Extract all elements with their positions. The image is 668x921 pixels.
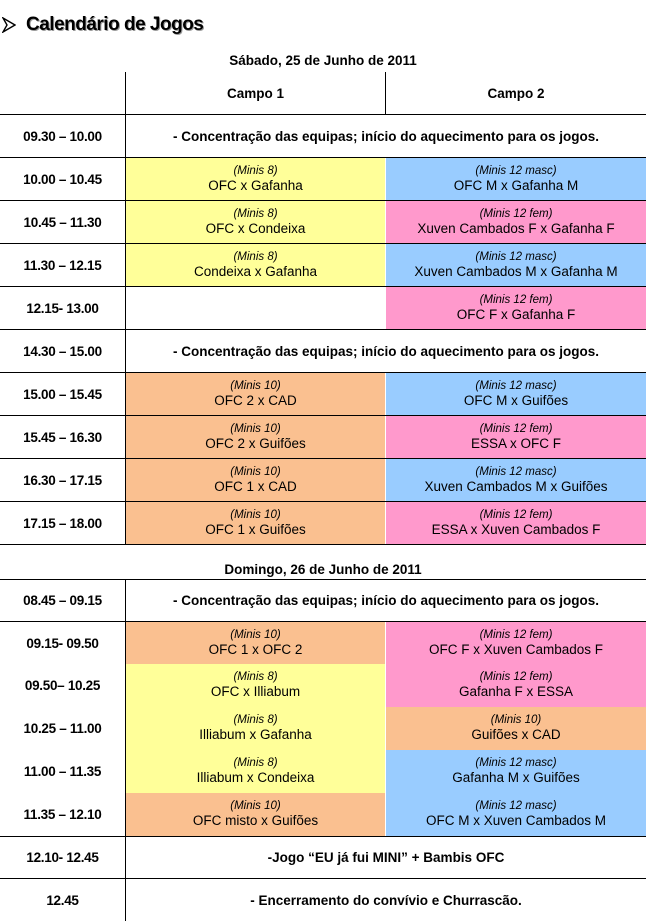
time-cell: 12.10- 12.45 <box>26 850 99 865</box>
category-label: (Minis 12 fem) <box>479 628 553 641</box>
match-cell-campo2 <box>386 750 646 793</box>
time-cell: 14.30 – 15.00 <box>23 343 102 359</box>
match-label: OFC M x Xuven Cambados M <box>425 813 607 828</box>
match-label: ESSA x OFC F <box>470 435 562 451</box>
match-cell-campo1 <box>126 158 385 200</box>
match-cell-campo1 <box>126 793 385 836</box>
category-label: (Minis 12 masc) <box>475 250 557 263</box>
time-cell: 08.45 – 09.15 <box>23 593 102 608</box>
category-label: (Minis 8) <box>233 714 278 726</box>
table-rule <box>0 286 646 287</box>
category-label: (Minis 10) <box>230 508 281 521</box>
match-cell-campo1 <box>126 707 385 750</box>
time-cell: 15.45 – 16.30 <box>23 429 102 445</box>
table-rule <box>0 544 646 545</box>
table-rule <box>0 372 646 373</box>
match-cell-campo2 <box>386 201 646 243</box>
match-cell-campo1 <box>126 622 385 664</box>
match-label: OFC x Condeixa <box>205 220 306 236</box>
category-label: (Minis 12 masc) <box>475 379 557 392</box>
category-label: (Minis 10) <box>230 628 281 641</box>
match-label: OFC 1 x CAD <box>214 478 297 494</box>
campo1-header: Campo 1 <box>226 85 284 101</box>
time-cell: 09.15- 09.50 <box>26 635 99 651</box>
category-label: (Minis 8) <box>233 757 278 769</box>
category-label: (Minis 10) <box>230 379 281 392</box>
match-cell-campo2 <box>386 416 646 458</box>
time-cell: 17.15 – 18.00 <box>23 515 102 531</box>
table-rule <box>0 415 646 416</box>
category-label: (Minis 10) <box>230 465 281 478</box>
match-cell-campo2 <box>386 793 646 836</box>
category-label: (Minis 12 masc) <box>475 465 557 478</box>
column-divider <box>125 579 126 921</box>
match-label: OFC 2 x CAD <box>214 392 297 408</box>
category-label: (Minis 12 fem) <box>479 293 553 306</box>
table-rule <box>0 501 646 502</box>
page-title: Calendário de Jogos <box>26 14 204 35</box>
category-label: (Minis 8) <box>233 671 278 683</box>
match-label: OFC x Illiabum <box>210 684 301 699</box>
table-rule <box>0 200 646 201</box>
match-cell-campo2 <box>386 158 646 200</box>
time-cell: 16.30 – 17.15 <box>23 472 102 488</box>
match-cell-campo2 <box>386 622 646 664</box>
category-label: (Minis 12 fem) <box>479 422 553 435</box>
category-label: (Minis 12 masc) <box>475 757 557 769</box>
category-label: (Minis 12 fem) <box>479 508 553 521</box>
table-rule <box>0 329 646 330</box>
time-cell: 10.25 – 11.00 <box>23 721 102 736</box>
schedule-note: - Encerramento do convívio e Churrascão. <box>250 892 522 908</box>
category-label: (Minis 8) <box>233 164 278 177</box>
table-rule <box>0 157 646 158</box>
match-label: Guifões x CAD <box>471 727 561 742</box>
match-cell-campo1 <box>126 201 385 243</box>
category-label: (Minis 10) <box>230 800 281 812</box>
sunday-heading: Domingo, 26 de Junho de 2011 <box>224 562 422 577</box>
table-rule <box>0 579 646 580</box>
match-label: OFC misto x Guifões <box>192 813 319 828</box>
category-label: (Minis 8) <box>233 207 278 220</box>
time-cell: 12.15- 13.00 <box>26 300 99 316</box>
match-cell-campo2 <box>386 664 646 707</box>
match-label: Illiabum x Condeixa <box>196 770 315 785</box>
table-rule <box>0 836 646 837</box>
match-label: OFC M x Guifões <box>463 392 569 408</box>
match-cell-campo1 <box>126 244 385 286</box>
category-label: (Minis 8) <box>233 250 278 263</box>
category-label: (Minis 10) <box>230 422 281 435</box>
match-cell-campo1 <box>126 502 385 544</box>
time-cell: 11.35 – 12.10 <box>23 807 102 822</box>
match-label: Illiabum x Gafanha <box>199 727 312 742</box>
match-label: Gafanha M x Guifões <box>452 770 580 785</box>
schedule-note: - Concentração das equipas; início do aquecimento para os jogos. <box>172 593 600 608</box>
saturday-heading: Sábado, 25 de Junho de 2011 <box>229 53 417 68</box>
match-label: OFC 2 x Guifões <box>205 435 306 451</box>
match-label: Xuven Cambados F x Gafanha F <box>417 220 615 236</box>
match-label: OFC 1 x OFC 2 <box>208 641 303 657</box>
match-cell-campo1 <box>126 750 385 793</box>
match-label: Xuven Cambados M x Guifões <box>424 478 608 494</box>
match-cell-campo2 <box>386 373 646 415</box>
match-label: OFC 1 x Guifões <box>205 521 306 537</box>
match-cell-campo1 <box>126 373 385 415</box>
section-heading <box>0 10 203 40</box>
time-cell: 10.45 – 11.30 <box>23 214 102 230</box>
category-label: (Minis 12 fem) <box>479 671 553 683</box>
table-rule <box>0 621 646 622</box>
time-cell: 15.00 – 15.45 <box>23 386 102 402</box>
match-label: OFC F x Gafanha F <box>456 306 576 322</box>
match-cell-campo2 <box>386 459 646 501</box>
column-divider <box>385 72 386 115</box>
match-label: ESSA x Xuven Cambados F <box>431 521 601 537</box>
match-cell-campo2 <box>386 244 646 286</box>
match-label: OFC x Gafanha <box>208 177 303 193</box>
schedule-note: - Concentração das equipas; início do aquecimento para os jogos. <box>172 343 600 359</box>
time-cell: 12.45 <box>46 892 79 908</box>
category-label: (Minis 10) <box>490 714 542 726</box>
category-label: (Minis 12 fem) <box>479 207 553 220</box>
arrow-bullet-icon <box>2 17 16 33</box>
match-label: Condeixa x Gafanha <box>193 263 318 279</box>
table-rule <box>0 458 646 459</box>
table-rule <box>0 243 646 244</box>
match-cell-campo1 <box>126 664 385 707</box>
time-cell: 11.30 – 12.15 <box>23 257 102 273</box>
match-label: OFC F x Xuven Cambados F <box>428 641 604 657</box>
column-divider <box>125 72 126 545</box>
time-cell: 11.00 – 11.35 <box>23 764 102 779</box>
time-cell: 09.30 – 10.00 <box>23 128 102 144</box>
time-cell: 09.50– 10.25 <box>24 678 101 693</box>
schedule-note: -Jogo “EU já fui MINI” + Bambis OFC <box>267 850 505 865</box>
match-cell-campo2 <box>386 287 646 329</box>
match-cell-campo2 <box>386 502 646 544</box>
category-label: (Minis 12 masc) <box>475 164 557 177</box>
table-rule <box>0 114 646 115</box>
match-cell-campo2 <box>386 707 646 750</box>
schedule-note: - Concentração das equipas; início do aquecimento para os jogos. <box>172 128 600 144</box>
match-label: Gafanha F x ESSA <box>458 684 574 699</box>
match-label: Xuven Cambados M x Gafanha M <box>414 263 618 279</box>
time-cell: 10.00 – 10.45 <box>23 171 102 187</box>
match-cell-campo1 <box>126 416 385 458</box>
campo2-header: Campo 2 <box>487 85 545 101</box>
table-rule <box>0 878 646 879</box>
match-label: OFC M x Gafanha M <box>453 177 579 193</box>
match-cell-campo1 <box>126 459 385 501</box>
category-label: (Minis 12 masc) <box>475 800 557 812</box>
